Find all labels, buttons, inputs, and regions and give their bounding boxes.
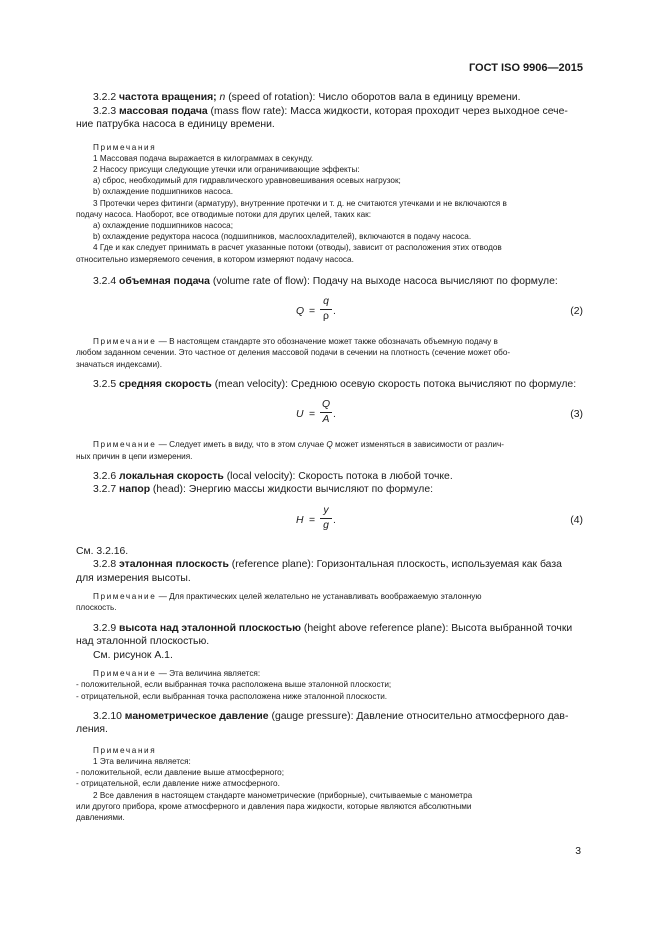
note-line: 4 Где и как следует принимать в расчет указанные потоки (отводы), зависит от расположения этих отводов: [93, 243, 502, 253]
see-reference-2: См. рисунок А.1.: [93, 649, 173, 661]
denominator: A: [322, 414, 330, 426]
term: средняя скорость: [119, 378, 212, 390]
note-line: давлениями.: [76, 812, 125, 822]
notes-heading: Примечания: [93, 142, 157, 152]
definition: (mass flow rate): Масса жидкости, которая проходит через выходное сече-: [207, 105, 568, 117]
note-line: 1 Массовая подача выражается в килограммах в секунду.: [93, 153, 314, 163]
clause-3-2-2: [76, 91, 583, 105]
term: эталонная плоскость: [119, 559, 229, 571]
definition: (gauge pressure): Давление относительно атмосферного дав-: [268, 710, 569, 722]
note-line: b) охлаждение редуктора насоса (подшипников, маслоохладителей), включаются в подачу насоса.: [93, 232, 472, 242]
note-line: 2 Насосу присущи следующие утечки или ограничивающие эффекты:: [93, 164, 360, 174]
definition: (mean velocity): Среднюю осевую скорость потока вычисляют по формуле:: [211, 378, 577, 390]
document-body: [76, 91, 583, 823]
numerator: Q: [321, 399, 331, 411]
clause-3-2-9-cont: над эталонной плоскостью.: [76, 636, 210, 648]
clause-number: 3.2.7: [93, 484, 117, 496]
note-line: - положительной, если давление выше атмосферного;: [76, 768, 284, 778]
formula-number: (3): [570, 409, 583, 421]
page-number: 3: [575, 846, 581, 857]
formula-equals: =: [309, 514, 316, 526]
note-text: Для практических целей желательно не устанавливать воображаемую эталонную: [169, 592, 482, 602]
note-5: [76, 668, 583, 679]
note-line: относительно измеряемого сечения, в котором измеряют подачу насоса.: [76, 254, 354, 264]
note-line: или другого прибора, кроме атмосферного и давления пара жидкости, которые являются абсолютными: [76, 801, 472, 811]
formula-4: [76, 505, 583, 539]
formula-fraction: [320, 505, 332, 532]
note-dash: —: [156, 440, 170, 450]
definition: (local velocity): Скорость потока в любой точке.: [223, 470, 453, 482]
formula-fraction: [320, 399, 332, 426]
note-5-line2: - положительной, если выбранная точка расположена выше эталонной плоскости;: [76, 680, 392, 690]
clause-3-2-9: [76, 622, 583, 636]
term: локальная скорость: [119, 470, 224, 482]
note-5-line3: - отрицательной, если выбранная точка расположена ниже эталонной плоскости.: [76, 691, 388, 701]
clause-3-2-4: [76, 275, 583, 289]
note-line: 1 Эта величина является:: [93, 756, 191, 766]
clause-3-2-10: [76, 710, 583, 724]
note-dash: —: [156, 337, 170, 347]
fraction-bar: [320, 309, 332, 310]
clause-3-2-7: [76, 483, 583, 497]
term: массовая подача: [119, 105, 208, 117]
formula-lhs: U: [296, 409, 304, 421]
note-4-line2: плоскость.: [76, 603, 117, 613]
denominator: g: [323, 519, 329, 531]
clause-3-2-6: [76, 470, 583, 484]
note-dash: —: [156, 592, 170, 602]
note-text: может изменяться в зависимости от различ-: [332, 440, 504, 450]
note-3-line2: ных причин в цепи измерения.: [76, 451, 193, 461]
formula-fraction: [320, 296, 332, 323]
term: высота над эталонной плоскостью: [119, 622, 302, 634]
symbol: n: [219, 92, 226, 103]
see-reference-1: См. 3.2.16.: [76, 545, 129, 557]
formula-equals: =: [309, 409, 316, 421]
formula-dot: .: [333, 409, 336, 421]
note-line: b) охлаждение подшипников насоса.: [93, 187, 234, 197]
note-heading: Примечание: [93, 669, 157, 679]
formula-2: [76, 296, 583, 330]
denominator: ρ: [323, 311, 329, 323]
numerator: y: [323, 504, 329, 516]
term: объемная подача: [119, 275, 210, 287]
note-3: [76, 439, 583, 450]
term: частота вращения;: [119, 92, 217, 103]
formula-dot: .: [333, 514, 336, 526]
formula-dot: .: [333, 306, 336, 318]
clause-3-2-3: [76, 105, 583, 119]
note-text: Следует иметь в виду, что в этом случае: [169, 440, 327, 450]
formula-lhs: Q: [296, 306, 305, 318]
clause-number: 3.2.5: [93, 378, 117, 390]
clause-number: 3.2.2: [93, 92, 117, 103]
definition: (reference plane): Горизонтальная плоскость, используемая как база: [228, 559, 562, 571]
formula-number: (4): [570, 514, 583, 526]
note-text: В настоящем стандарте это обозначение может также обозначать объемную подачу в: [169, 337, 498, 347]
term: манометрическое давление: [124, 710, 269, 722]
note-heading: Примечание: [93, 592, 157, 602]
fraction-bar: [320, 412, 332, 413]
formula-3: [76, 399, 583, 433]
clause-number: 3.2.3: [93, 105, 117, 117]
notes-block-6: [76, 745, 583, 823]
clause-3-2-10-cont: ления.: [76, 724, 108, 736]
notes-heading: Примечания: [93, 745, 157, 755]
note-line: подачу насоса. Наоборот, все отводимые потоки для других целей, таких как:: [76, 209, 372, 219]
clause-number: 3.2.10: [93, 710, 122, 722]
definition: (height above reference plane): Высота выбранной точки: [301, 622, 573, 634]
definition: (speed of rotation): Число оборотов вала в единицу времени.: [225, 92, 521, 103]
notes-block-1: [76, 142, 583, 265]
note-line: - отрицательной, если давление ниже атмосферного.: [76, 779, 280, 789]
fraction-bar: [320, 518, 332, 519]
note-dash: —: [156, 669, 170, 679]
clause-number: 3.2.9: [93, 622, 117, 634]
term: напор: [119, 484, 151, 496]
formula-equals: =: [309, 306, 316, 318]
note-heading: Примечание: [93, 337, 157, 347]
clause-3-2-3-cont: ние патрубка насоса в единицу времени.: [76, 119, 275, 130]
clause-3-2-5: [76, 378, 583, 392]
note-line: a) охлаждение подшипников насоса;: [93, 220, 234, 230]
definition: (head): Энергию массы жидкости вычисляют по формуле:: [150, 484, 434, 496]
note-heading: Примечание: [93, 440, 157, 450]
note-4: [76, 591, 583, 602]
note-line: 2 Все давления в настоящем стандарте манометрические (приборные), считываемые с манометра: [93, 790, 473, 800]
formula-lhs: H: [296, 514, 304, 526]
clause-number: 3.2.8: [93, 559, 117, 571]
clause-number: 3.2.4: [93, 275, 117, 287]
note-line: 3 Протечки через фитинги (арматуру), внутренние протечки и т. д. не считаются утечками и не включаются в: [93, 198, 507, 208]
definition: (volume rate of flow): Подачу на выходе насоса вычисляют по формуле:: [209, 275, 558, 287]
note-2: [76, 336, 583, 347]
note-line: a) сброс, необходимый для гидравлического уравновешивания осевых нагрузок;: [93, 176, 401, 186]
formula-number: (2): [570, 306, 583, 318]
symbol: Q: [326, 440, 333, 450]
note-text: Эта величина является:: [169, 669, 261, 679]
numerator: q: [323, 296, 329, 308]
note-2-line3: значаться индексами).: [76, 359, 163, 369]
clause-number: 3.2.6: [93, 470, 117, 482]
clause-3-2-8-cont: для измерения высоты.: [76, 572, 191, 584]
note-2-line2: любом заданном сечении. Это частное от деления массовой подачи в сечении на плотность (сечение может обо-: [76, 348, 511, 358]
clause-3-2-8: [76, 558, 583, 572]
document-header: ГОСТ ISO 9906—2015: [468, 62, 583, 74]
